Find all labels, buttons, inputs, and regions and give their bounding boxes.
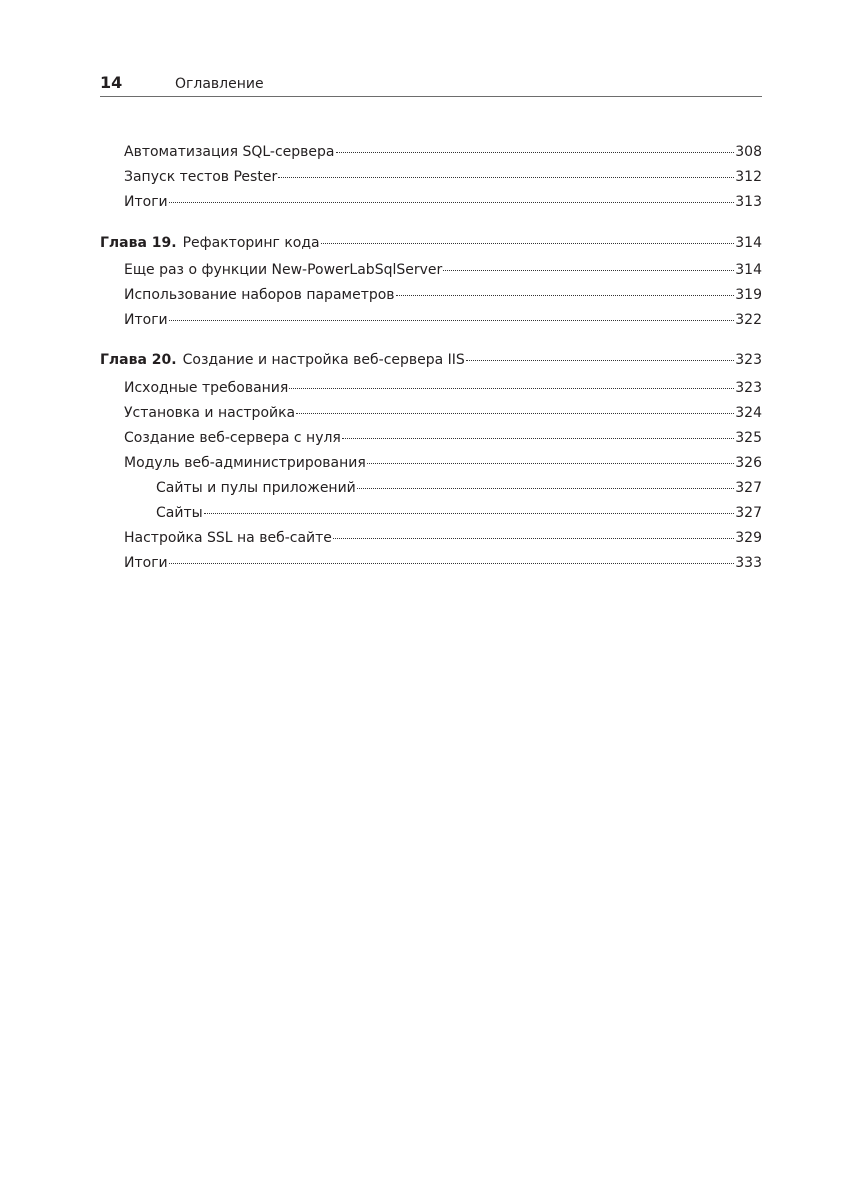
- dot-leader: [443, 270, 734, 271]
- dot-leader: [396, 295, 735, 296]
- dot-leader: [296, 413, 734, 414]
- toc-entry-page: 324: [735, 405, 762, 421]
- toc-entry-title: Еще раз о функции New-PowerLabSqlServer: [124, 262, 443, 278]
- toc-entry-title: Создание веб-сервера с нуля: [124, 430, 341, 446]
- toc-entry-page: 314: [735, 262, 762, 278]
- toc-entry: [124, 285, 762, 305]
- dot-leader: [367, 463, 734, 464]
- toc-entry-title: Автоматизация SQL-сервера: [124, 144, 335, 160]
- chapter-number: Глава 20.: [100, 352, 177, 368]
- dot-leader: [321, 243, 735, 244]
- dot-leader: [336, 152, 735, 153]
- toc-chapter-entry: [100, 350, 762, 370]
- toc-entry-page: 323: [735, 352, 762, 368]
- toc-entry-title: Настройка SSL на веб-сайте: [124, 530, 332, 546]
- toc-entry-page: 325: [735, 430, 762, 446]
- toc-entry-title: Установка и настройка: [124, 405, 296, 421]
- toc-entry: [124, 378, 762, 398]
- dot-leader: [204, 513, 735, 514]
- toc-chapter-entry: [100, 233, 762, 253]
- dot-leader: [357, 488, 734, 489]
- toc-entry: [124, 553, 762, 573]
- toc-entry-page: 329: [735, 530, 762, 546]
- toc-entry: [124, 428, 762, 448]
- toc-entry-title: Создание и настройка веб-сервера IIS: [182, 352, 465, 368]
- toc-entry: [124, 528, 762, 548]
- toc-entry-title: Запуск тестов Pester: [124, 169, 278, 185]
- toc-entry-page: 308: [735, 144, 762, 160]
- toc-entry-page: 327: [735, 505, 762, 521]
- toc-entry-title: Использование наборов параметров: [124, 287, 395, 303]
- toc-entry: [156, 503, 762, 523]
- toc-entry-title: Итоги: [124, 194, 168, 210]
- toc-entry-title: Модуль веб-администрирования: [124, 455, 366, 471]
- running-title: Оглавление: [175, 76, 264, 92]
- dot-leader: [169, 320, 735, 321]
- dot-leader: [466, 360, 734, 361]
- toc-entry: [124, 260, 762, 280]
- toc-entry: [124, 453, 762, 473]
- toc-entry-page: 333: [735, 555, 762, 571]
- toc-entry: [124, 167, 762, 187]
- toc-entry-title: Рефакторинг кода: [182, 235, 320, 251]
- toc-entry-title: Исходные требования: [124, 380, 289, 396]
- toc-entry-title: Сайты и пулы приложений: [156, 480, 356, 496]
- chapter-number: Глава 19.: [100, 235, 177, 251]
- dot-leader: [289, 388, 734, 389]
- toc-entry-page: 323: [735, 380, 762, 396]
- dot-leader: [169, 563, 735, 564]
- toc-entry: [124, 403, 762, 423]
- toc-entry: [124, 142, 762, 162]
- page-number: 14: [100, 73, 123, 92]
- dot-leader: [342, 438, 734, 439]
- toc-entry-title: Сайты: [156, 505, 203, 521]
- toc-entry-title: Итоги: [124, 312, 168, 328]
- toc-entry-page: 326: [735, 455, 762, 471]
- toc-entry-title: Итоги: [124, 555, 168, 571]
- toc-entry-page: 322: [735, 312, 762, 328]
- toc-entry: [124, 192, 762, 212]
- toc-entry-page: 327: [735, 480, 762, 496]
- toc-entry-page: 313: [735, 194, 762, 210]
- page-header: [100, 72, 762, 97]
- toc-entry: [156, 478, 762, 498]
- toc-entry-page: 312: [735, 169, 762, 185]
- toc-entry-page: 319: [735, 287, 762, 303]
- toc-entry: [124, 310, 762, 330]
- dot-leader: [169, 202, 735, 203]
- dot-leader: [278, 177, 734, 178]
- toc-entry-page: 314: [735, 235, 762, 251]
- dot-leader: [333, 538, 734, 539]
